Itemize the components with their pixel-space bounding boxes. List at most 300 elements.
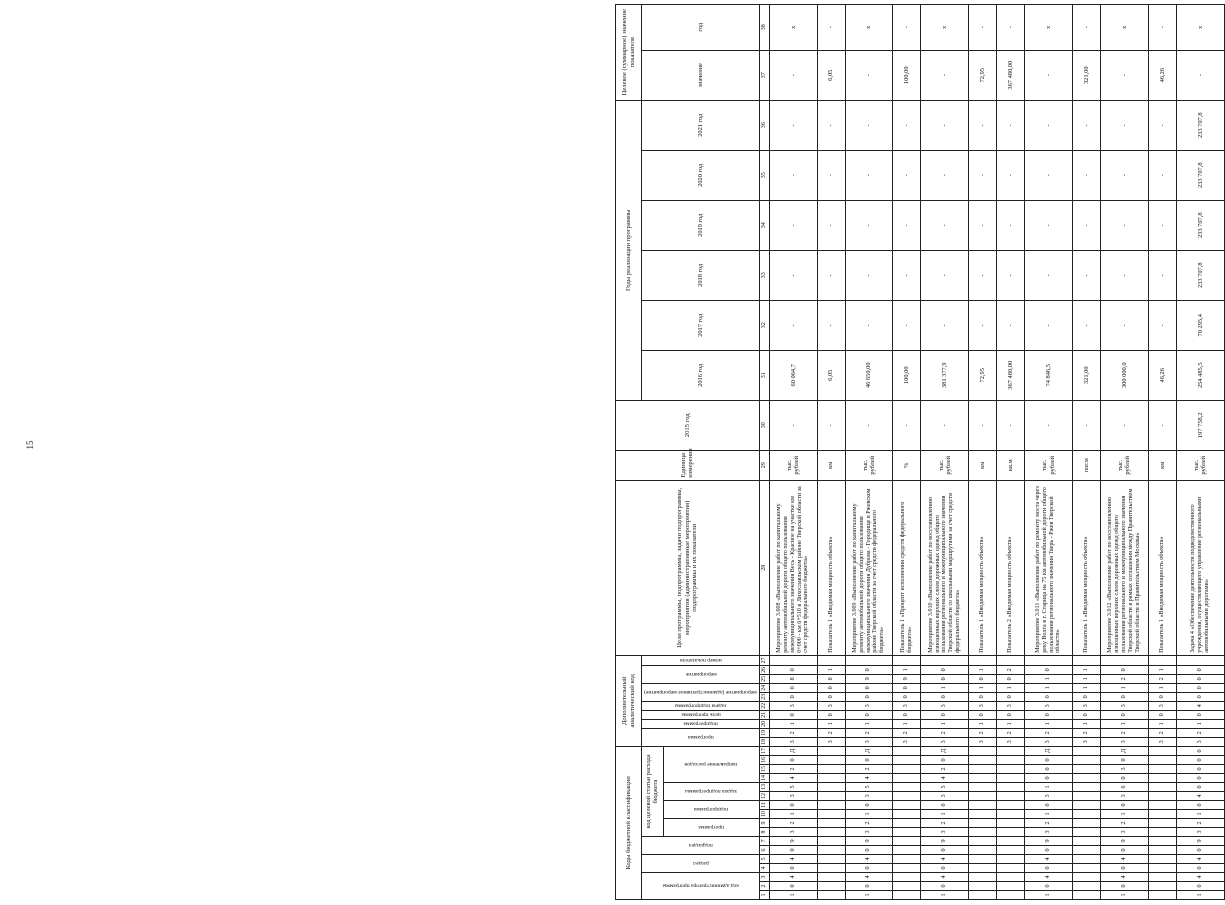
code-cell: 0 [1101,801,1149,810]
code-cell [1073,774,1101,783]
value-2021: - [817,100,845,150]
header-target-value: значение [642,50,760,100]
code-cell: 8 [769,674,817,683]
unit-cell: тыс. рублей [1176,450,1224,480]
row-name: Мероприятие 3.011 «Выполнение работ по ремонту моста через реку Волга в г. Старица на 75 км автомобильной дороги общего пользования регионального значения Тверь - Ржев Тверской области» [1025,480,1073,655]
code-cell: 3 [893,737,921,746]
value-2017: - [997,300,1025,350]
header-direction: направление расходов [663,746,759,782]
code-cell [1148,746,1176,755]
header-indicator-no: номер показателя [642,655,760,665]
code-cell [893,810,921,819]
code-cell [893,828,921,837]
code-cell [1148,756,1176,765]
code-cell [893,846,921,855]
code-cell: 1 [1025,783,1073,792]
code-cell: 4 [921,855,969,864]
code-cell: 0 [1176,882,1224,891]
unit-cell: тыс. рублей [1101,450,1149,480]
code-cell: 3 [1101,828,1149,837]
indicator-number-cell [921,655,969,665]
value-2015: - [769,400,817,450]
value-2020: - [1148,150,1176,200]
header-target-article: код целевой статьи расхода бюджета [642,746,664,836]
code-cell: Д [845,746,893,755]
code-cell: 5 [845,783,893,792]
code-cell: 1 [893,719,921,728]
code-cell: 4 [1101,873,1149,882]
value-2018: 233 707,8 [1176,250,1224,300]
value-2020: - [769,150,817,200]
code-cell: 1 [1176,891,1224,900]
value-2015: - [921,400,969,450]
code-cell: 2 [769,819,817,828]
indicator-number-cell [893,655,921,665]
code-cell: 0 [1148,692,1176,701]
header-2020: 2020 год [642,150,760,200]
code-cell [997,873,1025,882]
code-cell: 2 [969,728,997,737]
column-number: 17 [759,746,769,755]
code-cell: 0 [1101,774,1149,783]
code-cell: Д [1101,746,1149,755]
value-2015: - [1025,400,1073,450]
value-2018: - [921,250,969,300]
code-cell [969,855,997,864]
code-cell [997,756,1025,765]
code-cell [817,828,845,837]
code-cell: 2 [817,728,845,737]
column-numbers-row [759,4,769,899]
value-2015: - [1073,400,1101,450]
code-cell: 0 [1025,692,1073,701]
code-cell: 1 [969,665,997,674]
code-cell: Д [921,746,969,755]
code-cell [893,774,921,783]
column-number: 35 [759,150,769,200]
value-2016: 100,00 [893,350,921,400]
code-cell [969,864,997,873]
code-cell [1073,855,1101,864]
code-cell: 2 [997,665,1025,674]
header-2017: 2017 год [642,300,760,350]
code-cell [969,801,997,810]
code-cell: 4 [1176,792,1224,801]
unit-cell: % [893,450,921,480]
value-2017: - [1025,300,1073,350]
value-2017: - [893,300,921,350]
code-cell: 0 [1101,882,1149,891]
code-cell: 0 [893,710,921,719]
value-2018: - [1148,250,1176,300]
code-cell: 0 [845,665,893,674]
column-number: 32 [759,300,769,350]
column-number: 31 [759,350,769,400]
code-cell [1148,855,1176,864]
code-cell: 2 [921,765,969,774]
code-cell: 3 [1176,737,1224,746]
code-cell: 4 [845,855,893,864]
code-cell [997,882,1025,891]
code-cell [1073,801,1101,810]
column-number: 4 [759,864,769,873]
code-cell: 3 [817,701,845,710]
unit-cell: пог.м [1073,450,1101,480]
code-cell [1148,774,1176,783]
target-value-cell: 100,00 [893,50,921,100]
code-cell: 3 [1101,737,1149,746]
indicator-number-cell [1176,655,1224,665]
code-cell: 2 [893,728,921,737]
target-value-cell: 46,26 [1148,50,1176,100]
code-cell: 0 [1025,756,1073,765]
page-number: 15 [25,440,35,450]
code-cell: 1 [1073,719,1101,728]
code-cell: 0 [1101,756,1149,765]
code-cell: 3 [817,737,845,746]
code-cell: 3 [1101,792,1149,801]
value-2019: - [1073,200,1101,250]
code-cell [969,783,997,792]
code-cell: 3 [1073,701,1101,710]
code-cell [997,828,1025,837]
code-cell [969,810,997,819]
code-cell [817,819,845,828]
code-cell [969,765,997,774]
code-cell [893,783,921,792]
value-2019: - [997,200,1025,250]
unit-cell: тыс. рублей [845,450,893,480]
table-row [1101,4,1149,899]
column-number: 15 [759,765,769,774]
code-cell: 0 [1073,710,1101,719]
code-cell: 0 [845,801,893,810]
code-cell: 3 [1025,792,1073,801]
code-cell [969,819,997,828]
code-cell: 2 [845,728,893,737]
column-number: 5 [759,855,769,864]
code-cell: 4 [1025,873,1073,882]
program-table-body [769,4,1224,899]
header-admin-code: код администратора программы [642,873,760,900]
column-number: 6 [759,846,769,855]
code-cell [1073,828,1101,837]
code-cell [997,846,1025,855]
code-cell [997,765,1025,774]
header-budget-codes: Коды бюджетной классификации [616,746,642,899]
code-cell [969,828,997,837]
code-cell: 1 [769,891,817,900]
code-cell: 1 [769,719,817,728]
row-name: Задача 4 «Обеспечение деятельности подведомственного учреждения, осуществляющего управление региональными автомобильными дорогами» [1176,480,1224,655]
value-2015: - [817,400,845,450]
header-razdel: раздел [642,855,760,873]
row-name: Показатель 1 «Вводимая мощность объекта» [1148,480,1176,655]
value-2021: - [1025,100,1073,150]
value-2018: - [997,250,1025,300]
target-value-cell: - [845,50,893,100]
code-cell [969,746,997,755]
table-row [1148,4,1176,899]
code-cell [893,756,921,765]
code-cell: 0 [997,674,1025,683]
value-2016: 46,26 [1148,350,1176,400]
code-cell: 0 [769,692,817,701]
code-cell: 0 [1025,882,1073,891]
value-2018: - [1101,250,1149,300]
column-number: 36 [759,100,769,150]
code-cell: 0 [921,756,969,765]
column-number: 37 [759,50,769,100]
indicator-number-cell [1025,655,1073,665]
row-name: Мероприятие 3.010 «Выполнение работ по восстановлению изношенных верхних слоев дорожных одежд общего пользования регионального и межмуниципального значения Тверской области со школьными маршрутами за счет средств федерального бюджета» [921,480,969,655]
code-cell [1148,882,1176,891]
unit-cell: км [817,450,845,480]
header-target: Целевое (суммарное) значение показателя [616,4,642,100]
value-2016: 300 000,0 [1101,350,1149,400]
table-row [845,4,893,899]
code-cell [997,837,1025,846]
value-2018: - [969,250,997,300]
value-2019: - [1148,200,1176,250]
code-cell [969,792,997,801]
column-number: 33 [759,250,769,300]
code-cell: 5 [769,783,817,792]
code-cell: 0 [1176,710,1224,719]
code-cell: 3 [893,701,921,710]
code-cell: 1 [1025,719,1073,728]
code-cell [997,819,1025,828]
value-2015: - [845,400,893,450]
code-cell: 0 [1025,710,1073,719]
column-number: 28 [759,480,769,655]
code-cell: 0 [1176,765,1224,774]
code-cell [997,792,1025,801]
value-2021: - [969,100,997,150]
code-cell [817,765,845,774]
code-cell [817,837,845,846]
row-name: Мероприятие 3.009 «Выполнение работ по капитальному ремонту автомобильной дороги общего пользования межмуниципального значения Дуброва - Городище в Ржевском районе Тверской области за счет средств федерального бюджета» [845,480,893,655]
code-cell: 3 [921,737,969,746]
indicator-number-cell [1073,655,1101,665]
column-number: 25 [759,674,769,683]
code-cell: 0 [1176,665,1224,674]
header-add-event: мероприятие (административное мероприятие) [642,683,760,701]
target-year-cell: - [1073,4,1101,50]
target-value-cell: 367 480,00 [997,50,1025,100]
code-cell [1073,819,1101,828]
code-cell: 0 [1176,864,1224,873]
value-2017: - [769,300,817,350]
code-cell: 2 [769,765,817,774]
code-cell: Д [769,746,817,755]
indicator-number-cell [1101,655,1149,665]
code-cell [997,855,1025,864]
code-cell: 0 [769,665,817,674]
header-target-year: год [642,4,760,50]
program-table-sheet [615,5,1210,900]
value-2021: - [1101,100,1149,150]
code-cell: 1 [1073,665,1101,674]
code-cell: 2 [921,819,969,828]
code-cell: 0 [1073,692,1101,701]
code-cell: 0 [893,692,921,701]
code-cell [1073,882,1101,891]
code-cell: 1 [1025,683,1073,692]
code-cell: 1 [769,810,817,819]
column-number: 18 [759,737,769,746]
code-cell: 0 [769,756,817,765]
code-cell: 2 [997,728,1025,737]
code-cell [1073,873,1101,882]
target-year-cell: - [1148,4,1176,50]
code-cell [1073,792,1101,801]
code-cell [893,873,921,882]
value-2019: - [921,200,969,250]
target-value-cell: - [921,50,969,100]
code-cell: 5 [921,783,969,792]
code-cell: 3 [1025,828,1073,837]
code-cell [1073,891,1101,900]
code-cell [1148,810,1176,819]
value-2017: - [817,300,845,350]
value-2021: - [1148,100,1176,150]
column-number: 38 [759,4,769,50]
code-cell: 1 [817,665,845,674]
column-number: 20 [759,719,769,728]
target-year-cell: - [969,4,997,50]
code-cell [969,873,997,882]
code-cell: 1 [1101,810,1149,819]
code-cell: 2 [769,728,817,737]
row-name: Мероприятие 3.012 «Выполнение работ по восстановлению изношенных верхних слоев дорожных одежд общего пользования регионального и межмуниципального значения Тверской области в рамках соглашения между Правительством Тверской области и Правительством Москвы» [1101,480,1149,655]
value-2016: 72,95 [969,350,997,400]
code-cell: 9 [845,837,893,846]
table-row [1025,4,1073,899]
value-2016: 367 480,00 [997,350,1025,400]
code-cell: 0 [845,710,893,719]
code-cell [893,792,921,801]
code-cell: 1 [1073,674,1101,683]
code-cell: 4 [1101,855,1149,864]
code-cell: 0 [921,864,969,873]
value-2015: 197 758,2 [1176,400,1224,450]
value-2020: - [1073,150,1101,200]
header-2019: 2019 год [642,200,760,250]
code-cell: 3 [1101,701,1149,710]
column-number: 11 [759,801,769,810]
code-cell: 1 [921,891,969,900]
code-cell: 3 [997,701,1025,710]
value-2018: - [845,250,893,300]
row-name: Показатель 1 «Вводимая мощность объекта» [1073,480,1101,655]
value-2020: - [845,150,893,200]
code-cell: 0 [845,683,893,692]
code-cell [1148,891,1176,900]
code-cell: 0 [1176,846,1224,855]
header-2016: 2016 год [642,350,760,400]
code-cell: 0 [1148,710,1176,719]
column-number: 1 [759,891,769,900]
value-2019: 233 707,8 [1176,200,1224,250]
code-cell [1148,792,1176,801]
unit-cell: кв.м [997,450,1025,480]
code-cell [969,882,997,891]
code-cell: 9 [1176,837,1224,846]
code-cell [893,882,921,891]
code-cell: 1 [1101,683,1149,692]
code-cell: 1 [921,810,969,819]
code-cell: 0 [769,683,817,692]
header-subprogram: подпрограмма [663,801,759,819]
value-2018: - [893,250,921,300]
code-cell: 0 [1101,692,1149,701]
value-2020: - [817,150,845,200]
code-cell: 2 [1176,819,1224,828]
code-cell: 0 [1025,801,1073,810]
code-cell [817,756,845,765]
code-cell [969,837,997,846]
code-cell [997,891,1025,900]
code-cell: 1 [845,891,893,900]
code-cell: 0 [769,882,817,891]
value-2021: - [845,100,893,150]
code-cell: 2 [1101,674,1149,683]
code-cell: 2 [921,728,969,737]
table-row [1073,4,1101,899]
header-add-task: задача подпрограммы [642,701,760,710]
code-cell [969,774,997,783]
code-cell: 0 [1101,665,1149,674]
code-cell: 4 [769,873,817,882]
unit-cell: км [969,450,997,480]
code-cell: 1 [997,719,1025,728]
value-2020: - [997,150,1025,200]
code-cell: 0 [769,864,817,873]
value-2017: - [1148,300,1176,350]
code-cell: 1 [1101,891,1149,900]
code-cell: 1 [1176,810,1224,819]
code-cell [997,774,1025,783]
code-cell: 3 [769,737,817,746]
value-2021: - [1073,100,1101,150]
code-cell: 0 [817,692,845,701]
value-2021: - [921,100,969,150]
column-number: 34 [759,200,769,250]
code-cell [997,810,1025,819]
code-cell [997,864,1025,873]
code-cell: 0 [769,801,817,810]
header-2021: 2021 год [642,100,760,150]
code-cell [997,783,1025,792]
table-row [817,4,845,899]
code-cell: 0 [1101,710,1149,719]
code-cell: 3 [921,828,969,837]
code-cell: 3 [845,792,893,801]
code-cell [893,855,921,864]
code-cell: 9 [921,837,969,846]
header-2018: 2018 год [642,250,760,300]
code-cell: 0 [845,882,893,891]
table-row [997,4,1025,899]
code-cell: 0 [845,846,893,855]
code-cell: 2 [1148,674,1176,683]
column-number: 27 [759,655,769,665]
code-cell [1148,828,1176,837]
value-2019: - [845,200,893,250]
code-cell: 0 [997,692,1025,701]
code-cell: 1 [1148,665,1176,674]
